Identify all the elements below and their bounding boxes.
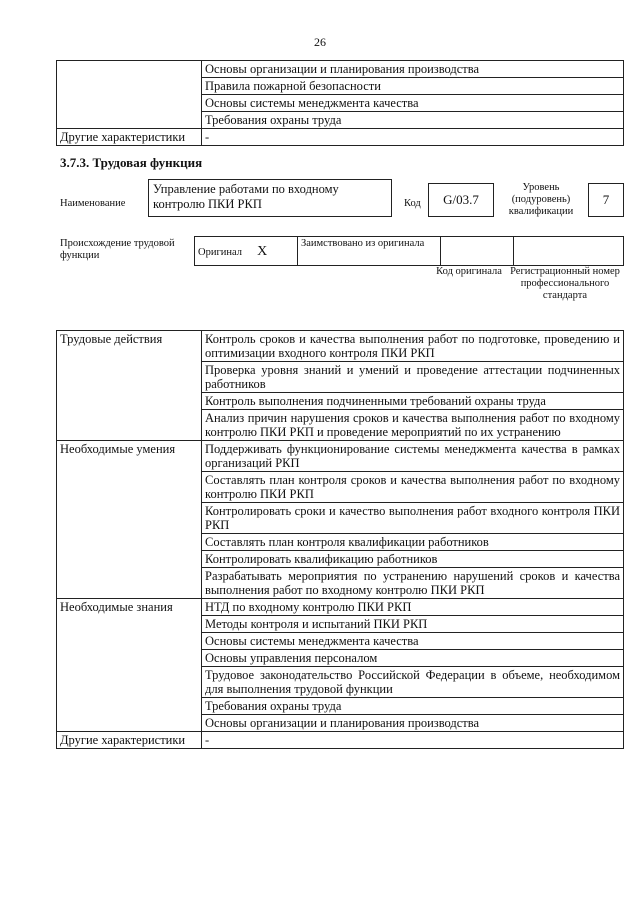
skills-label: Необходимые умения [57,441,202,599]
labor-actions-label: Трудовые действия [57,331,202,441]
table-cell: Разрабатывать мероприятия по устранению нарушений сроков и качества выполнения работ по входному контролю ПКИ РКП [202,568,624,599]
table-cell: Поддерживать функционирование системы менеджмента качества в рамках организаций РКП [202,441,624,472]
level-value: 7 [602,192,610,207]
code-value: G/03.7 [443,192,479,207]
knowledge-label: Необходимые знания [57,599,202,732]
table-row [57,732,624,749]
table-cell: Трудовое законодательство Российской Федерации в объеме, необходимом для выполнения трудовой функции [202,667,624,698]
table-cell: Требования охраны труда [202,112,624,129]
origin-label: Происхождение трудовой функции [60,238,175,261]
top-other-value: - [202,129,624,146]
borrowed-label: Заимствовано из оригинала [301,238,425,249]
table-row [57,599,624,616]
code-original-caption: Код оригинала [436,266,502,277]
section-heading: 3.7.3. Трудовая функция [60,155,203,170]
table-cell: Правила пожарной безопасности [202,78,624,95]
table-cell: Проверка уровня знаний и умений и проведение аттестации подчиненных работников [202,362,624,393]
table-row [57,129,624,146]
code-label: Код [404,198,421,209]
table-cell: Основы управления персоналом [202,650,624,667]
other-value: - [202,732,624,749]
table-cell: Основы организации и планирования производства [202,715,624,732]
top-knowledge-table [56,60,624,146]
table-row [57,331,624,362]
level-label: Уровень (подуровень) квалификации [508,182,574,217]
reg-number-cell [514,237,624,266]
table-cell: Требования охраны труда [202,698,624,715]
code-original-cell [441,237,514,266]
table-cell: Анализ причин нарушения сроков и качества выполнения работ по входному контролю ПКИ РКП и проведение мероприятий по их устранению [202,410,624,441]
reg-number-caption: Регистрационный номер профессионального стандарта [510,266,620,301]
level-box [588,183,624,217]
function-name: Управление работами по входному контролю ПКИ РКП [153,182,339,211]
table-cell: Основы системы менеджмента качества [202,95,624,112]
top-table-empty-label [57,61,202,129]
table-cell: Методы контроля и испытаний ПКИ РКП [202,616,624,633]
table-cell: Составлять план контроля квалификации работников [202,534,624,551]
table-cell: Контроль выполнения подчиненными требований охраны труда [202,393,624,410]
table-cell: Контролировать квалификацию работников [202,551,624,568]
table-cell: Контролировать сроки и качество выполнения работ входного контроля ПКИ РКП [202,503,624,534]
original-cell [195,237,298,266]
function-details-table [56,330,624,749]
function-name-box [148,179,392,217]
table-cell: Контроль сроков и качества выполнения работ по подготовке, проведению и оптимизации входного контроля ПКИ РКП [202,331,624,362]
top-other-label: Другие характеристики [57,129,202,146]
origin-table [194,236,624,266]
table-row [57,441,624,472]
original-mark: X [257,243,268,259]
page-number: 26 [314,35,326,49]
table-cell: Составлять план контроля сроков и качества выполнения работ по входному контролю ПКИ РКП [202,472,624,503]
name-label: Наименование [60,198,126,209]
table-row [57,61,624,78]
table-row [195,237,624,266]
table-cell: НТД по входному контролю ПКИ РКП [202,599,624,616]
borrowed-cell [298,237,441,266]
table-cell: Основы системы менеджмента качества [202,633,624,650]
original-label: Оригинал [198,246,242,258]
other-label: Другие характеристики [57,732,202,749]
table-cell: Основы организации и планирования производства [202,61,624,78]
code-box [428,183,494,217]
